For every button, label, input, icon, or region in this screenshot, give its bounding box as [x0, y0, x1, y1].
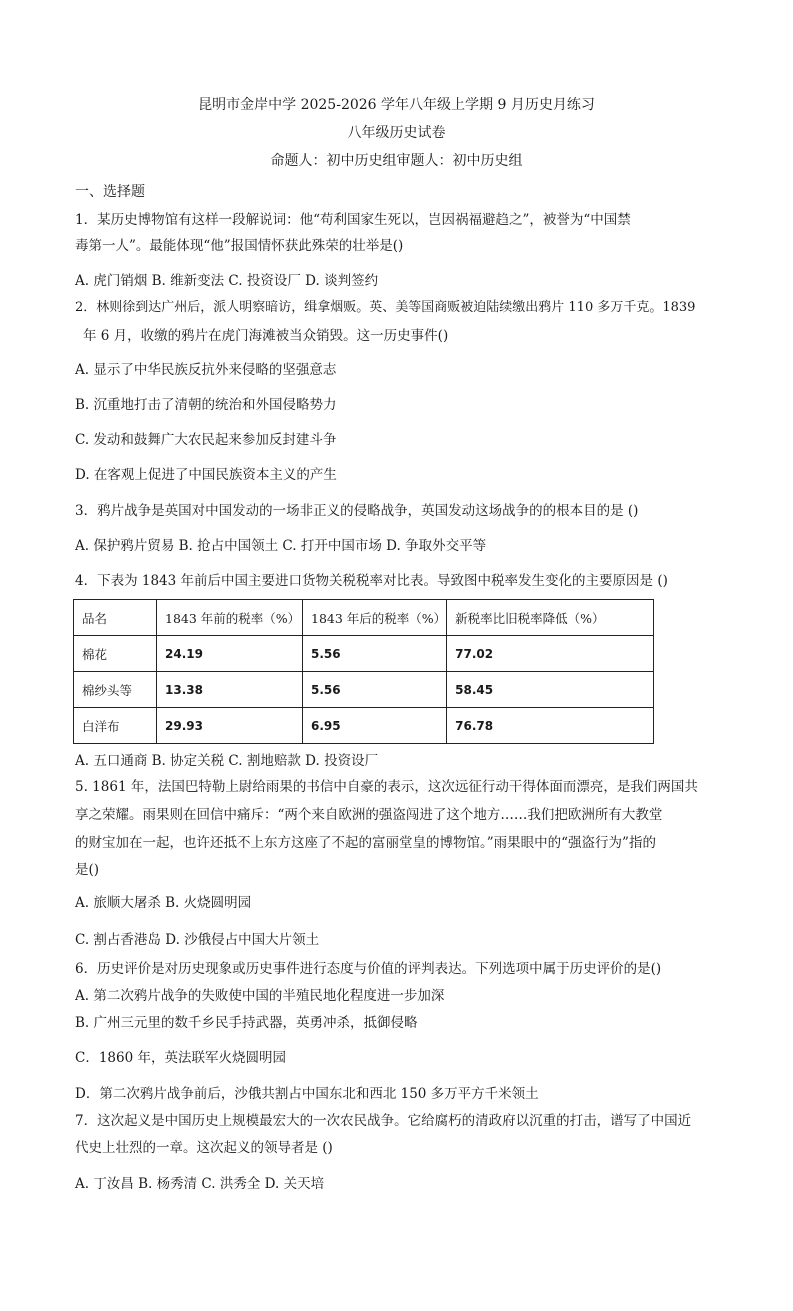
- table-header-cell: 新税率比旧税率降低（%）: [447, 600, 654, 636]
- q1-stem-line1: 1．某历史博物馆有这样一段解说词：他“苟利国家生死以，岂因祸福避趋之”，被誉为“中国禁: [75, 212, 631, 228]
- q3-options: A. 保护鸦片贸易 B. 抢占中国领土 C. 打开中国市场 D. 争取外交平等: [75, 538, 487, 554]
- table-cell: 24.19: [157, 636, 303, 672]
- table-cell: 77.02: [447, 636, 654, 672]
- q2-option-d: D. 在客观上促进了中国民族资本主义的产生: [75, 467, 337, 483]
- q5-options-ab: A. 旅顺大屠杀 B. 火烧圆明园: [75, 895, 252, 911]
- table-header-cell: 品名: [74, 600, 157, 636]
- exam-title: 昆明市金岸中学 2025-2026 学年八年级上学期 9 月历史月练习: [198, 97, 595, 113]
- q4-stem: 4．下表为 1843 年前后中国主要进口货物关税税率对比表。导致图中税率发生变化的主要原因是 (): [75, 573, 668, 589]
- q5-stem-line3: 的财宝加在一起，也许还抵不上东方这座了不起的富丽堂皇的博物馆。”雨果眼中的“强盗行为”指的: [75, 835, 656, 851]
- table-cell: 棉纱头等: [74, 672, 157, 708]
- q5-stem-line4: 是(): [75, 862, 100, 878]
- table-cell: 58.45: [447, 672, 654, 708]
- q5-stem-line2: 享之荣耀。雨果则在回信中痛斥：“两个来自欧洲的强盗闯进了这个地方……我们把欧洲所有大教堂: [75, 807, 663, 823]
- table-cell: 5.56: [303, 672, 447, 708]
- table-cell: 29.93: [157, 708, 303, 744]
- q1-stem-line2: 毒第一人”。最能体现“他”报国情怀获此殊荣的壮举是(): [75, 238, 404, 254]
- q7-stem-line2: 代史上壮烈的一章。这次起义的领导者是 (): [75, 1140, 333, 1156]
- q2-option-a: A. 显示了中华民族反抗外来侵略的坚强意志: [75, 362, 337, 378]
- table-cell: 5.56: [303, 636, 447, 672]
- table-header-cell: 1843 年前的税率（%）: [157, 600, 303, 636]
- table-cell: 6.95: [303, 708, 447, 744]
- q4-options: A. 五口通商 B. 协定关税 C. 割地赔款 D. 投资设厂: [75, 753, 379, 769]
- q1-options: A. 虎门销烟 B. 维新变法 C. 投资设厂 D. 谈判签约: [75, 273, 379, 289]
- q2-stem-line2: 年 6 月，收缴的鸦片在虎门海滩被当众销毁。这一历史事件(): [83, 328, 449, 344]
- section-heading: 一、选择题: [75, 184, 145, 200]
- exam-subtitle: 八年级历史试卷: [347, 125, 446, 141]
- q5-options-cd: C. 割占香港岛 D. 沙俄侵占中国大片领土: [75, 932, 320, 948]
- table-header-row: [74, 600, 654, 636]
- table-row: [74, 636, 654, 672]
- q6-option-c: C．1860 年，英法联军火烧圆明园: [75, 1050, 286, 1066]
- q6-stem: 6．历史评价是对历史现象或历史事件进行态度与价值的评判表达。下列选项中属于历史评价的是(): [75, 961, 662, 977]
- q2-stem-line1: 2．林则徐到达广州后，派人明察暗访，缉拿烟贩。英、美等国商贩被迫陆续缴出鸦片 110 多万千克。1839: [75, 300, 696, 315]
- table-cell: 13.38: [157, 672, 303, 708]
- table-cell: 白洋布: [74, 708, 157, 744]
- q6-option-a: A. 第二次鸦片战争的失败使中国的半殖民地化程度进一步加深: [75, 988, 445, 1004]
- table-row: [74, 708, 654, 744]
- exam-authors: 命题人：初中历史组审题人：初中历史组: [270, 153, 523, 169]
- table-row: [74, 672, 654, 708]
- tariff-table: [73, 599, 654, 744]
- q2-option-b: B. 沉重地打击了清朝的统治和外国侵略势力: [75, 397, 337, 413]
- q7-stem-line1: 7．这次起义是中国历史上规模最宏大的一次农民战争。它给腐朽的清政府以沉重的打击，谱写了中国近: [75, 1113, 692, 1129]
- table-cell: 棉花: [74, 636, 157, 672]
- q5-stem-line1: 5. 1861 年，法国巴特勒上尉给雨果的书信中自豪的表示，这次远征行动干得体面而漂亮，是我们两国共: [75, 779, 698, 795]
- table-header-cell: 1843 年后的税率（%）: [303, 600, 447, 636]
- table-cell: 76.78: [447, 708, 654, 744]
- q7-options: A. 丁汝昌 B. 杨秀清 C. 洪秀全 D. 关天培: [75, 1176, 325, 1192]
- q3-stem: 3．鸦片战争是英国对中国发动的一场非正义的侵略战争，英国发动这场战争的的根本目的是 (): [75, 503, 639, 519]
- q2-option-c: C. 发动和鼓舞广大农民起来参加反封建斗争: [75, 432, 337, 448]
- q6-option-d: D．第二次鸦片战争前后，沙俄共割占中国东北和西北 150 多万平方千米领土: [75, 1086, 539, 1102]
- q6-option-b: B. 广州三元里的数千乡民手持武器，英勇冲杀，抵御侵略: [75, 1015, 418, 1031]
